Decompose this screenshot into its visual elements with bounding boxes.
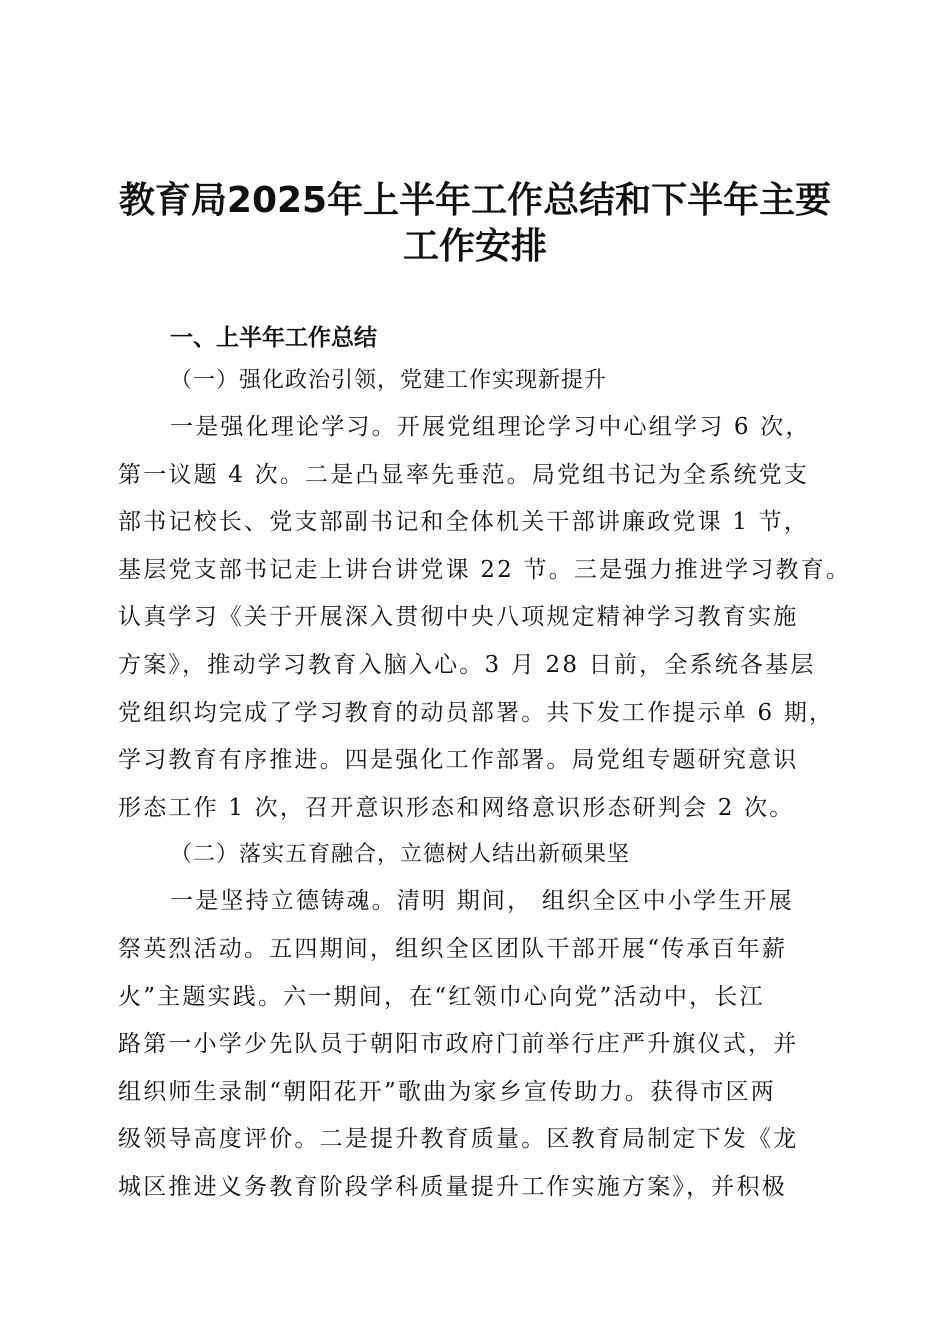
subsection-heading-1: （一）强化政治引领，党建工作实现新提升 xyxy=(170,368,608,393)
paragraph-line: 党组织均完成了学习教育的动员部署。共下发工作提示单 6 期， xyxy=(118,699,835,726)
paragraph-line: 方案》，推动学习教育入脑入心。3 月 28 日前，全系统各基层 xyxy=(118,651,816,678)
title-line-2: 工作安排 xyxy=(402,226,547,267)
document-title xyxy=(100,178,850,270)
subsection-heading-2: （二）落实五育融合，立德树人结出新硕果坚 xyxy=(170,842,631,868)
section-heading: 一、上半年工作总结 xyxy=(170,325,377,351)
paragraph-line: 一是坚持立德铸魂。清明 期间， 组织全区中小学生开展 xyxy=(170,888,794,915)
paragraph-2 xyxy=(118,878,840,1211)
paragraph-line: 第一议题 4 次。二是凸显率先垂范。局党组书记为全系统党支 xyxy=(118,461,810,488)
paragraph-line: 认真学习《关于开展深入贯彻中央八项规定精神学习教育实施 xyxy=(118,604,799,631)
paragraph-line: 基层党支部书记走上讲台讲党课 22 节。三是强力推进学习教育。 xyxy=(118,556,852,583)
paragraph-line: 城区推进义务教育阶段学科质量提升工作实施方案》，并积极 xyxy=(118,1173,787,1200)
paragraph-line: 一是强化理论学习。开展党组理论学习中心组学习 6 次， xyxy=(170,414,811,440)
paragraph-line: 组织师生录制“朝阳花开”歌曲为家乡宣传助力。获得市区两 xyxy=(118,1078,776,1105)
paragraph-1 xyxy=(118,404,852,832)
paragraph-line: 级领导高度评价。二是提升教育质量。区教育局制定下发《龙 xyxy=(118,1126,799,1153)
paragraph-line: 祭英烈活动。五四期间，组织全区团队干部开展“传承百年薪 xyxy=(118,935,788,962)
paragraph-line: 火”主题实践。六一期间，在“红领巾心向党”活动中，长江 xyxy=(118,983,765,1010)
paragraph-line: 路第一小学少先队员于朝阳市政府门前举行庄严升旗仪式，并 xyxy=(118,1031,799,1058)
title-line-1: 教育局2025年上半年工作总结和下半年主要 xyxy=(118,180,832,221)
paragraph-line: 形态工作 1 次，召开意识形态和网络意识形态研判会 2 次。 xyxy=(118,794,795,821)
paragraph-line: 学习教育有序推进。四是强化工作部署。局党组专题研究意识 xyxy=(118,747,799,774)
document-body xyxy=(118,318,852,1212)
paragraph-line: 部书记校长、党支部副书记和全体机关干部讲廉政党课 1 节， xyxy=(118,509,810,536)
